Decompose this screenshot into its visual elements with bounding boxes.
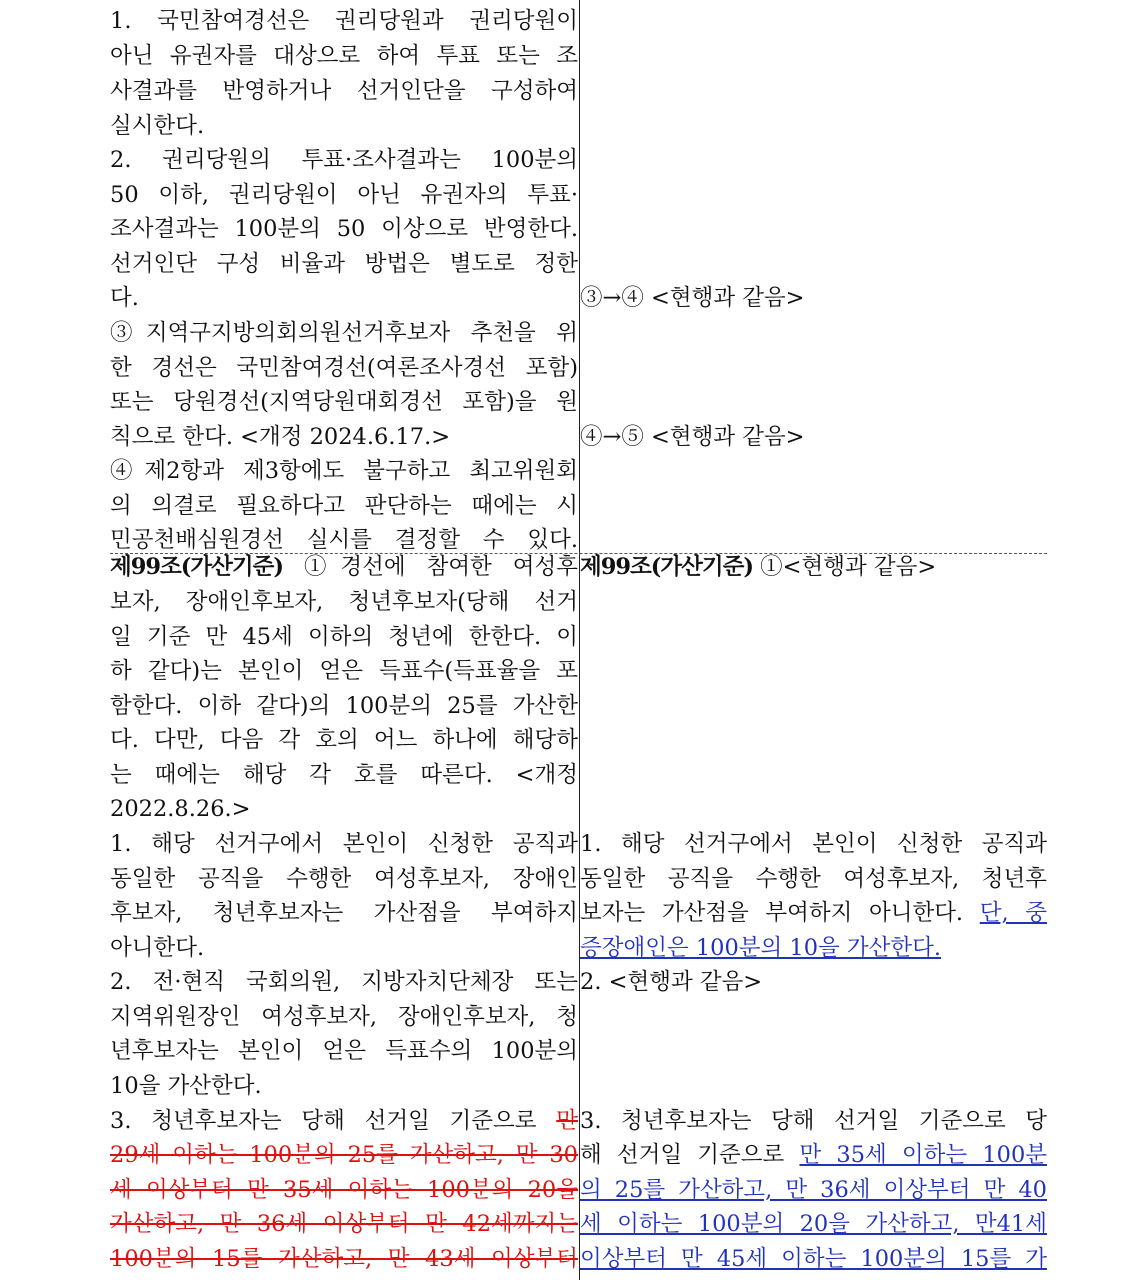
- inserted-text: 단, 중: [979, 900, 1047, 926]
- text-line: 의 의결로 필요하다고 판단하는 때에는 시: [110, 493, 578, 519]
- inserted-text-line: 세 이하는 100분의 20을 가산하고, 만41세: [580, 1211, 1047, 1237]
- text-line: 동일한 공직을 수행한 여성후보자, 장애인: [110, 866, 578, 892]
- text-line: 1. 국민참여경선은 권리당원과 권리당원이: [110, 8, 578, 34]
- text-line: 또는 당원경선(지역당원대회경선 포함)을 원: [110, 389, 578, 415]
- text-line: 2. 전·현직 국회의원, 지방자치단체장 또는: [110, 969, 578, 995]
- text-line: 실시한다.: [110, 113, 205, 139]
- text-segment: ①경선에 참여한 여성후: [283, 554, 578, 580]
- text-line: [110, 1104, 578, 1138]
- text-line: 다.: [110, 285, 139, 311]
- text-segment: 보자는 가산점을 부여하지 아니한다.: [580, 900, 980, 926]
- text-segment: ①<현행과 같음>: [753, 554, 937, 580]
- inserted-text-line: 의 25를 가산하고, 만 36세 이상부터 만 40: [580, 1177, 1047, 1203]
- text-line: [580, 1138, 1047, 1172]
- text-line: 사결과를 반영하거나 선거인단을 구성하여: [110, 78, 578, 104]
- deleted-text-line: 100분의 15를 가산하고, 만 43세 이상부터: [110, 1246, 578, 1272]
- text-line: 함한다. 이하 같다)의 100분의 25를 가산한: [110, 693, 578, 719]
- deleted-text: 만: [556, 1108, 578, 1134]
- text-line: 칙으로 한다. <개정 2024.6.17.>: [110, 424, 451, 450]
- text-line: 보자, 장애인후보자, 청년후보자(당해 선거: [110, 589, 578, 615]
- text-line: ③→④ <현행과 같음>: [580, 285, 805, 311]
- text-line: 1. 해당 선거구에서 본인이 신청한 공직과: [110, 831, 578, 857]
- text-line: 후보자, 청년후보자는 가산점을 부여하지: [110, 900, 578, 926]
- text-line: ③지역구지방의회의원선거후보자 추천을 위: [110, 320, 578, 346]
- article-title: 제99조(가산기준): [110, 554, 284, 580]
- deleted-text-line: 세 이상부터 만 35세 이하는 100분의 20을: [110, 1177, 578, 1203]
- deleted-text-line: 29세 이하는 100분의 25를 가산하고, 만 30: [110, 1142, 578, 1168]
- text-line: 3. 청년후보자는 당해 선거일 기준으로 당: [580, 1108, 1047, 1134]
- text-segment: 3. 청년후보자는 당해 선거일 기준으로: [110, 1108, 557, 1134]
- deleted-text-line: 가산하고, 만 36세 이상부터 만 42세까지는: [110, 1211, 578, 1237]
- text-line: [580, 896, 1047, 930]
- text-line: 아니한다.: [110, 935, 205, 961]
- text-line: 지역위원장인 여성후보자, 장애인후보자, 청: [110, 1004, 578, 1030]
- text-line: 10을 가산한다.: [110, 1073, 262, 1099]
- text-line: ④→⑤ <현행과 같음>: [580, 424, 805, 450]
- text-segment: 해 선거일 기준으로: [580, 1142, 800, 1168]
- text-line: 한 경선은 국민참여경선(여론조사경선 포함): [110, 355, 578, 381]
- text-line: 하 같다)는 본인이 얻은 득표수(득표율을 포: [110, 658, 578, 684]
- inserted-text-line: [580, 931, 1047, 965]
- text-line: ④제2항과 제3항에도 불구하고 최고위원회: [110, 458, 578, 484]
- text-line: 다. 다만, 다음 각 호의 어느 하나에 해당하: [110, 727, 578, 753]
- text-line: 50 이하, 권리당원이 아닌 유권자의 투표·: [110, 182, 578, 208]
- article-title: 제99조(가산기준): [580, 554, 754, 580]
- article-heading-line: [580, 550, 1047, 584]
- text-line: 2. <현행과 같음>: [580, 969, 763, 995]
- text-line: 일 기준 만 45세 이하의 청년에 한한다. 이: [110, 624, 578, 650]
- text-line: 는 때에는 해당 각 호를 따른다. <개정: [110, 762, 578, 788]
- column-divider: [579, 0, 580, 1280]
- inserted-text: 만 35세 이하는 100분: [799, 1142, 1047, 1168]
- article-heading-line: [110, 550, 578, 584]
- text-line: 조사결과는 100분의 50 이상으로 반영한다.: [110, 216, 578, 242]
- inserted-text: 증장애인은 100분의 10을 가산한다.: [580, 935, 942, 961]
- text-line: 선거인단 구성 비율과 방법은 별도로 정한: [110, 251, 578, 277]
- text-line: 1. 해당 선거구에서 본인이 신청한 공직과: [580, 831, 1047, 857]
- text-line: 민공천배심원경선 실시를 결정할 수 있다.: [110, 527, 578, 553]
- text-line: 2. 권리당원의 투표·조사결과는 100분의: [110, 147, 578, 173]
- inserted-text-line: 이상부터 만 45세 이하는 100분의 15를 가: [580, 1246, 1047, 1272]
- text-line: 2022.8.26.>: [110, 796, 251, 822]
- text-line: 아닌 유권자를 대상으로 하여 투표 또는 조: [110, 43, 578, 69]
- text-line: 년후보자는 본인이 얻은 득표수의 100분의: [110, 1038, 578, 1064]
- text-line: 동일한 공직을 수행한 여성후보자, 청년후: [580, 866, 1047, 892]
